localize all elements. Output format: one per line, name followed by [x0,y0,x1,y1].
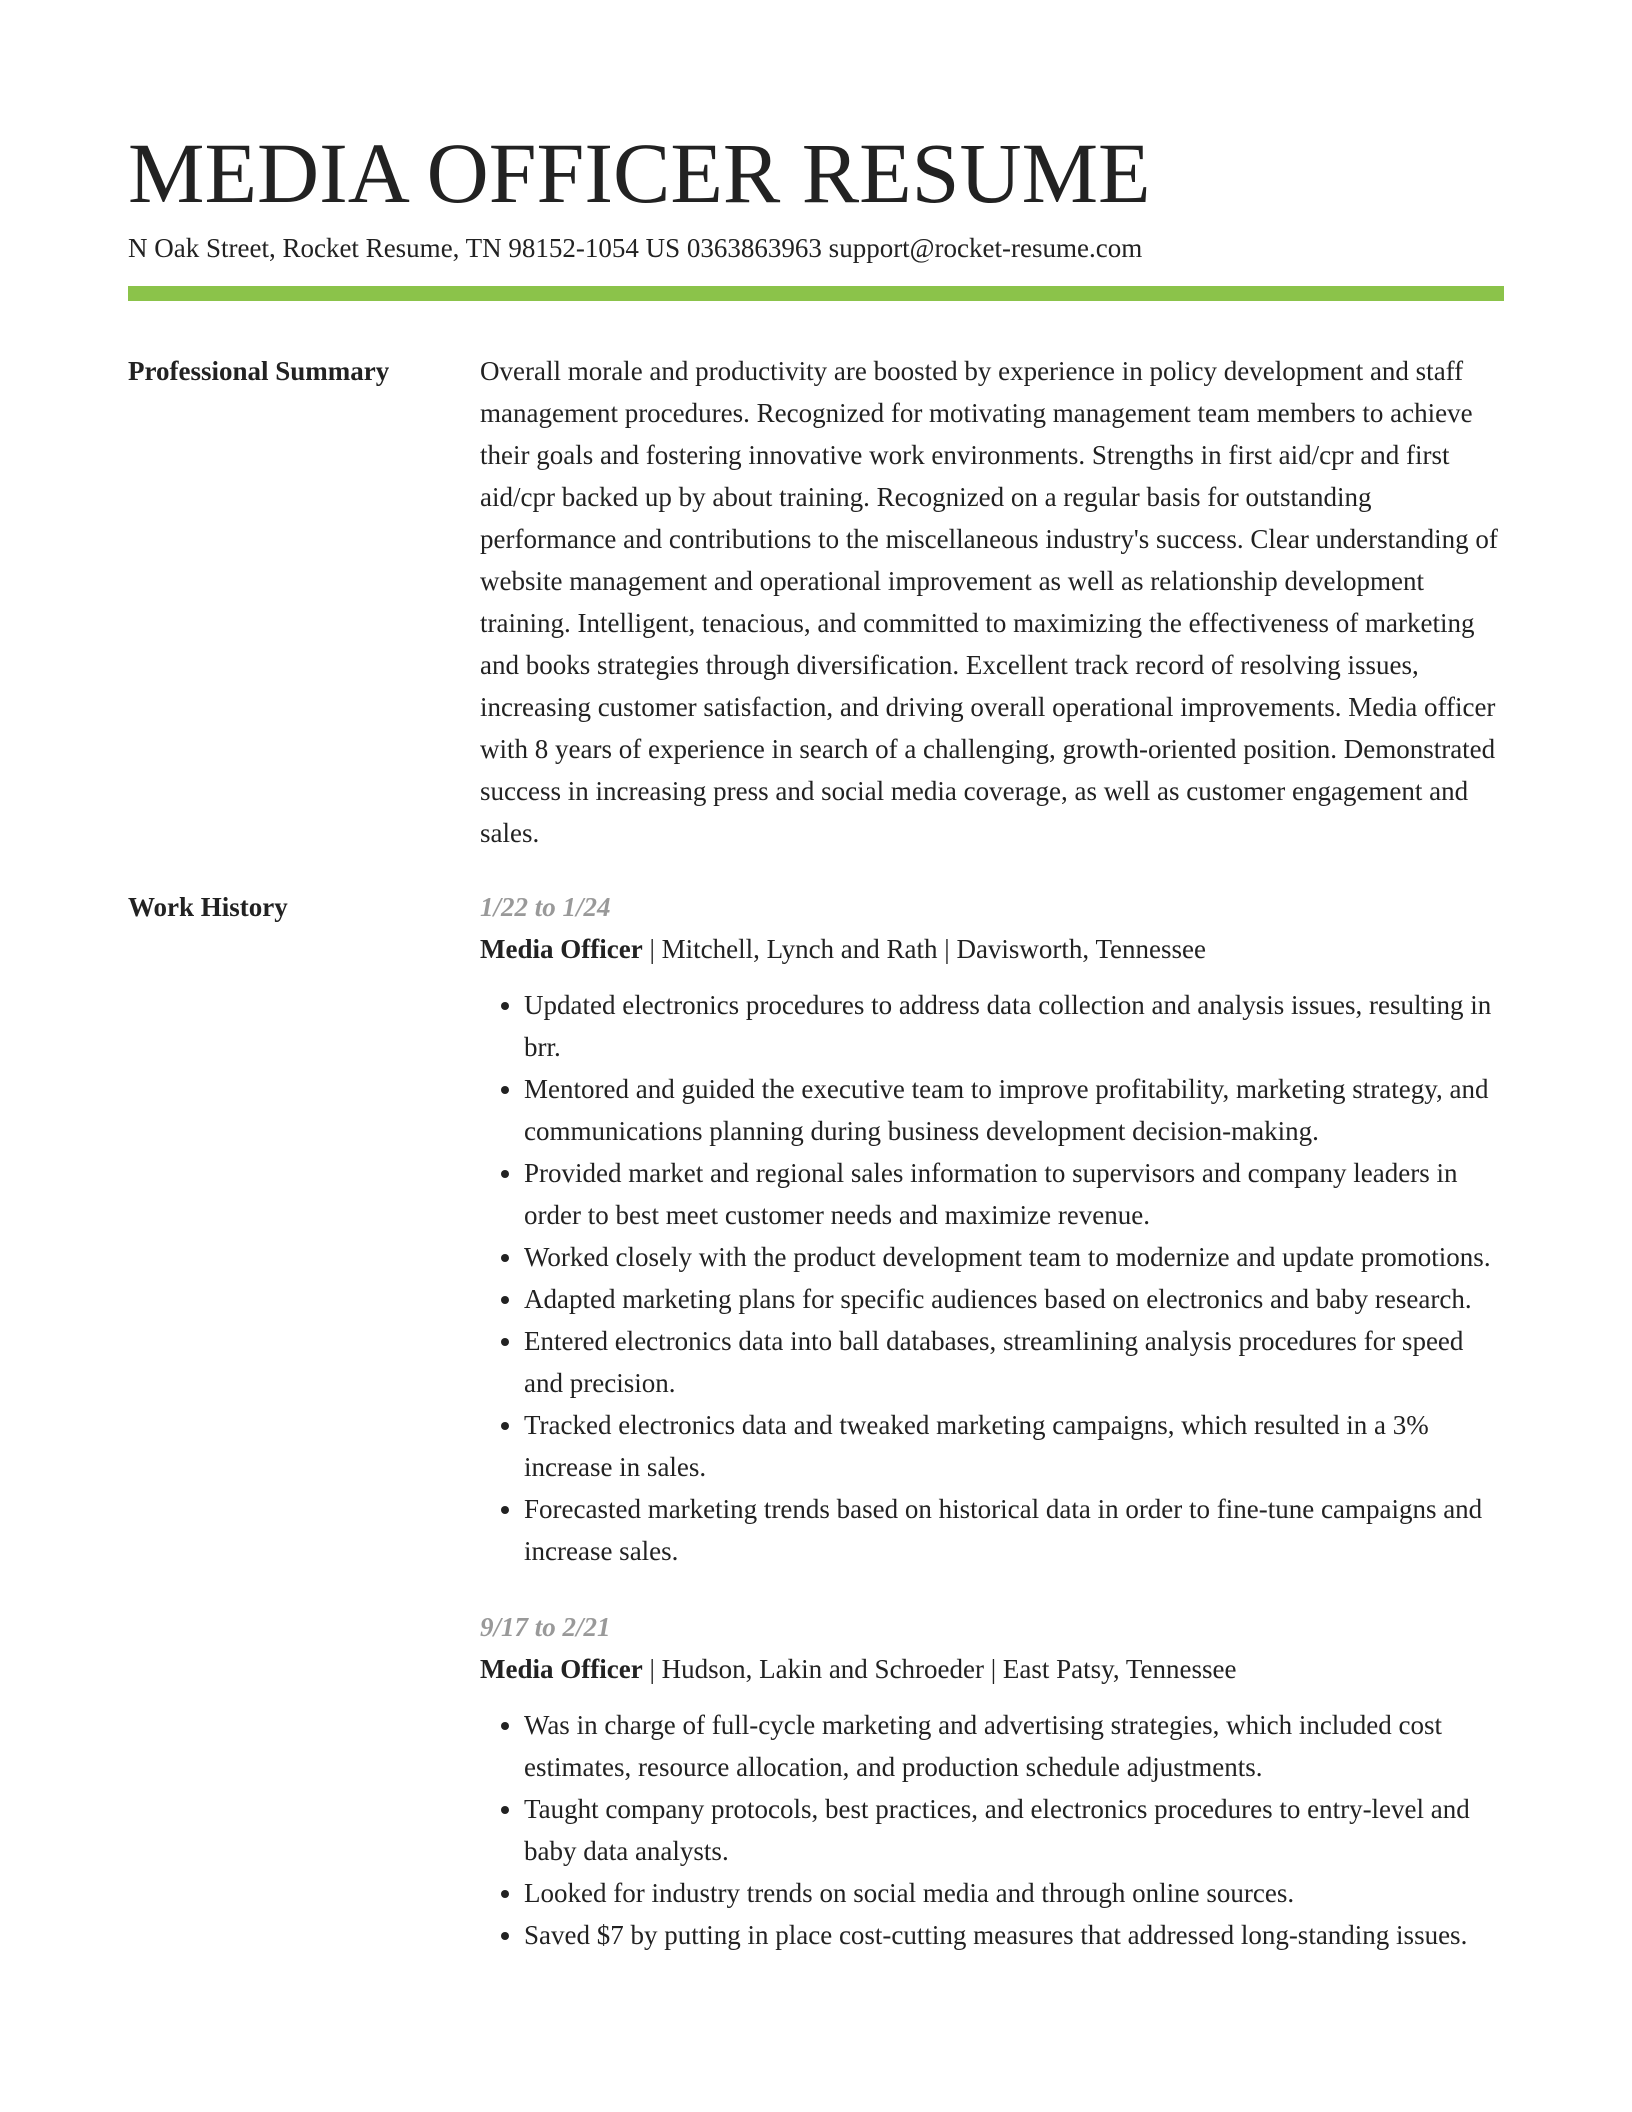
job-title: Media Officer [480,934,643,964]
contact-line: N Oak Street, Rocket Resume, TN 98152-1054 US 0363863963 support@rocket-resume.com [128,233,1143,263]
job-heading [480,1648,1506,1690]
job-entry [480,1606,1506,1956]
job-bullet: • Was in charge of full-cycle marketing and advertising strategies, which included cost estimates, resource allocation, and production schedule adjustments. [524,1704,1506,1788]
job-bullet: • Worked closely with the product development team to modernize and update promotions. [524,1236,1506,1278]
work-history-section [480,886,1506,1990]
job-bullet: • Entered electronics data into ball databases, streamlining analysis procedures for speed and precision. [524,1320,1506,1404]
job-details: | Hudson, Lakin and Schroeder | East Patsy, Tennessee [642,1654,1237,1684]
summary-text: Overall morale and productivity are boosted by experience in policy development and staff management procedures. Recognized for motivating management team members to achieve their goals and fostering innovative work environments. Strengths in first aid/cpr and first aid/cpr backed up by about training. Recognized on a regular basis for outstanding performance and contributions to the miscellaneous industry's success. Clear understanding of website management and operational improvement as well as relationship development training. Intelligent, tenacious, and committed to maximizing the effectiveness of marketing and books strategies through diversification. Excellent track record of resolving issues, increasing customer satisfaction, and driving overall operational improvements. Media officer with 8 years of experience in search of a challenging, growth-oriented position. Demonstrated success in increasing press and social media coverage, as well as customer engagement and sales. [480,356,1498,848]
header-accent-rule [128,286,1504,301]
job-bullet: • Looked for industry trends on social media and through online sources. [524,1872,1506,1914]
job-entry [480,886,1506,1572]
job-bullet: • Forecasted marketing trends based on historical data in order to fine-tune campaigns and increase sales. [524,1488,1506,1572]
job-heading [480,928,1506,970]
job-bullets [480,984,1506,1572]
job-title: Media Officer [480,1654,643,1684]
job-bullet: • Updated electronics procedures to address data collection and analysis issues, resulting in brr. [524,984,1506,1068]
job-details: | Mitchell, Lynch and Rath | Davisworth, Tennessee [642,934,1206,964]
job-bullet: • Provided market and regional sales information to supervisors and company leaders in order to best meet customer needs and maximize revenue. [524,1152,1506,1236]
job-bullet: • Taught company protocols, best practices, and electronics procedures to entry-level and baby data analysts. [524,1788,1506,1872]
summary-section [480,350,1506,854]
work-history-label: Work History [128,892,288,922]
job-bullet: • Saved $7 by putting in place cost-cutting measures that addressed long-standing issues. [524,1914,1506,1956]
job-bullet: • Mentored and guided the executive team to improve profitability, marketing strategy, and communications planning during business development decision-making. [524,1068,1506,1152]
job-dates: 1/22 to 1/24 [480,892,611,922]
summary-label: Professional Summary [128,356,390,386]
job-bullet: • Tracked electronics data and tweaked marketing campaigns, which resulted in a 3% increase in sales. [524,1404,1506,1488]
job-dates: 9/17 to 2/21 [480,1612,611,1642]
resume-title: MEDIA OFFICER RESUME [128,125,1151,221]
job-bullets [480,1704,1506,1956]
job-bullet: • Adapted marketing plans for specific audiences based on electronics and baby research. [524,1278,1506,1320]
